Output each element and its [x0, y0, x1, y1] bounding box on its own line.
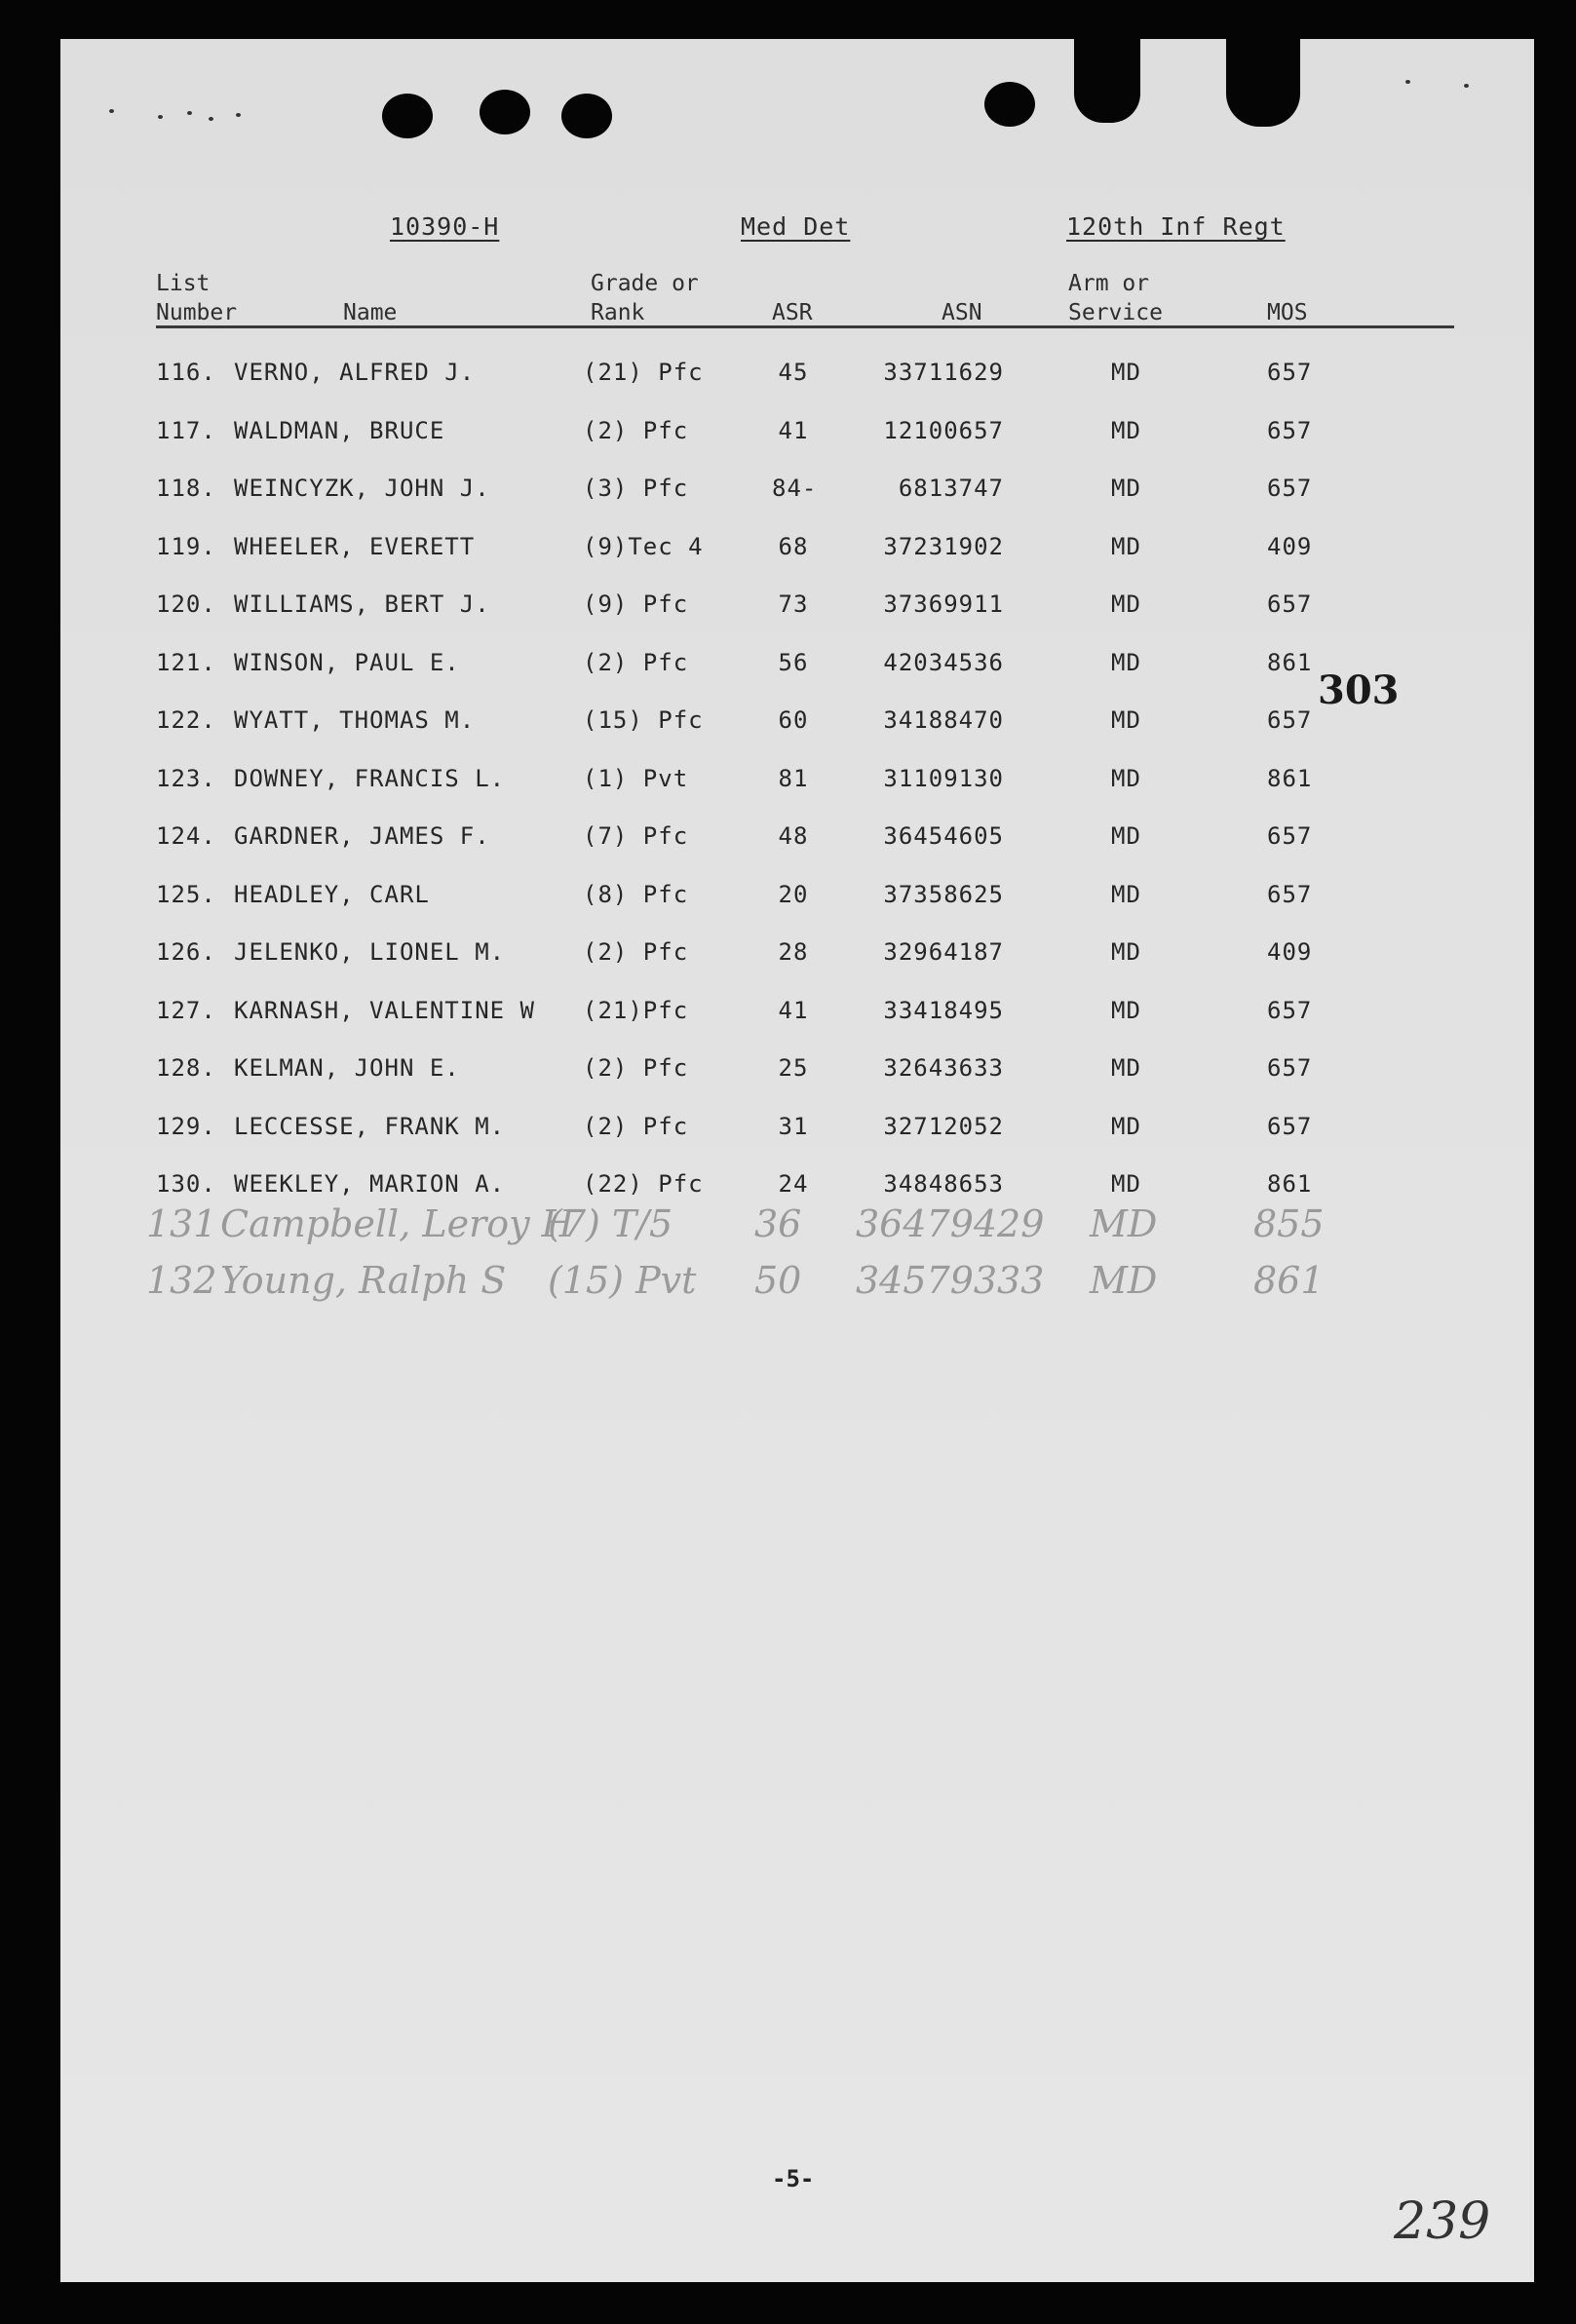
paper-speck	[187, 111, 192, 115]
row-number: 124.	[156, 822, 216, 850]
row-grade: (1) Pvt	[583, 764, 689, 792]
row-mos: 657	[1267, 475, 1313, 502]
row-asr: 68	[778, 532, 809, 560]
row-grade: (9)Tec 4	[583, 532, 704, 560]
row-name: WEINCYZK, JOHN J.	[234, 475, 490, 502]
row-asr: 20	[778, 880, 809, 908]
row-mos: 861	[1267, 764, 1313, 792]
row-asr: 24	[778, 1170, 809, 1198]
row-asr: 84-	[772, 475, 818, 502]
col-asn: ASN	[942, 300, 982, 325]
paper-speck	[236, 113, 241, 117]
row-mos: 657	[1267, 706, 1313, 734]
row-asn: 12100657	[883, 416, 1004, 444]
row-grade: (8) Pfc	[583, 880, 689, 908]
row-number: 121.	[156, 648, 216, 676]
row-asn: 37369911	[883, 591, 1004, 618]
handwritten-page-number: 239	[1394, 2192, 1491, 2251]
row-mos: 657	[1267, 996, 1313, 1024]
punch-hole	[382, 94, 433, 138]
row-name: WHEELER, EVERETT	[234, 532, 476, 560]
row-asn: 37231902	[883, 532, 1004, 560]
row-name: LECCESSE, FRANK M.	[234, 1112, 506, 1140]
binder-tab	[1226, 39, 1300, 127]
row-mos: 657	[1267, 880, 1313, 908]
row-asn: 34188470	[883, 706, 1004, 734]
row-grade: (2) Pfc	[583, 648, 689, 676]
row-asr: 60	[778, 706, 809, 734]
row-grade: (2) Pfc	[583, 1112, 689, 1140]
col-list-number: List Number	[156, 271, 238, 325]
row-arm: MD	[1111, 822, 1141, 850]
row-name: GARDNER, JAMES F.	[234, 822, 490, 850]
row-name: JELENKO, LIONEL M.	[234, 938, 506, 966]
hand-arm: MD	[1090, 1259, 1158, 1302]
row-number: 130.	[156, 1170, 216, 1198]
row-number: 129.	[156, 1112, 216, 1140]
row-asn: 32964187	[883, 938, 1004, 966]
row-asn: 33418495	[883, 996, 1004, 1024]
row-asr: 45	[778, 359, 809, 386]
document-code: 10390-H	[390, 212, 500, 241]
row-asn: 34848653	[883, 1170, 1004, 1198]
row-grade: (22) Pfc	[583, 1170, 704, 1198]
row-asr: 73	[778, 591, 809, 618]
hand-asr: 36	[754, 1202, 802, 1245]
row-mos: 409	[1267, 938, 1313, 966]
row-mos: 657	[1267, 359, 1313, 386]
binder-tab	[1074, 39, 1140, 123]
col-grade: Grade or Rank	[591, 271, 699, 325]
row-name: WEEKLEY, MARION A.	[234, 1170, 506, 1198]
row-asr: 41	[778, 416, 809, 444]
hand-asr: 50	[754, 1259, 802, 1302]
hand-number: 131	[146, 1202, 217, 1245]
col-asr: ASR	[772, 300, 813, 325]
row-asr: 48	[778, 822, 809, 850]
row-number: 125.	[156, 880, 216, 908]
hand-arm: MD	[1090, 1202, 1158, 1245]
punch-hole	[561, 94, 612, 138]
row-grade: (3) Pfc	[583, 475, 689, 502]
row-name: DOWNEY, FRANCIS L.	[234, 764, 506, 792]
row-asr: 81	[778, 764, 809, 792]
paper-speck	[1405, 80, 1410, 84]
punch-hole	[984, 82, 1035, 127]
regiment-name: 120th Inf Regt	[1066, 212, 1286, 241]
row-grade: (2) Pfc	[583, 416, 689, 444]
row-arm: MD	[1111, 996, 1141, 1024]
row-asn: 37358625	[883, 880, 1004, 908]
row-mos: 409	[1267, 532, 1313, 560]
row-number: 123.	[156, 764, 216, 792]
row-number: 117.	[156, 416, 216, 444]
row-arm: MD	[1111, 706, 1141, 734]
row-grade: (9) Pfc	[583, 591, 689, 618]
paper-speck	[158, 115, 163, 119]
row-arm: MD	[1111, 416, 1141, 444]
row-name: VERNO, ALFRED J.	[234, 359, 476, 386]
row-asn: 32643633	[883, 1054, 1004, 1082]
row-mos: 657	[1267, 1054, 1313, 1082]
row-arm: MD	[1111, 475, 1141, 502]
stamp-number: 303	[1318, 667, 1400, 713]
row-name: WALDMAN, BRUCE	[234, 416, 445, 444]
row-number: 118.	[156, 475, 216, 502]
paper-speck	[109, 109, 114, 113]
row-asn: 31109130	[883, 764, 1004, 792]
row-arm: MD	[1111, 1170, 1141, 1198]
row-arm: MD	[1111, 764, 1141, 792]
row-asr: 28	[778, 938, 809, 966]
row-name: WYATT, THOMAS M.	[234, 706, 476, 734]
row-grade: (2) Pfc	[583, 1054, 689, 1082]
row-name: KELMAN, JOHN E.	[234, 1054, 460, 1082]
row-asn: 36454605	[883, 822, 1004, 850]
row-asn: 32712052	[883, 1112, 1004, 1140]
row-mos: 657	[1267, 591, 1313, 618]
document-page	[60, 39, 1534, 2282]
row-name: WILLIAMS, BERT J.	[234, 591, 490, 618]
row-name: KARNASH, VALENTINE W	[234, 996, 535, 1024]
hand-mos: 855	[1253, 1202, 1325, 1245]
row-number: 120.	[156, 591, 216, 618]
punch-hole	[480, 90, 530, 134]
row-grade: (2) Pfc	[583, 938, 689, 966]
hand-asn: 34579333	[856, 1259, 1045, 1302]
row-arm: MD	[1111, 359, 1141, 386]
hand-number: 132	[146, 1259, 217, 1302]
row-asr: 25	[778, 1054, 809, 1082]
row-arm: MD	[1111, 1054, 1141, 1082]
col-arm: Arm or Service	[1068, 271, 1163, 325]
row-name: WINSON, PAUL E.	[234, 648, 460, 676]
row-number: 122.	[156, 706, 216, 734]
row-asr: 56	[778, 648, 809, 676]
row-number: 127.	[156, 996, 216, 1024]
hand-grade: (15) Pvt	[548, 1259, 697, 1302]
row-name: HEADLEY, CARL	[234, 880, 430, 908]
row-mos: 861	[1267, 1170, 1313, 1198]
row-grade: (7) Pfc	[583, 822, 689, 850]
row-arm: MD	[1111, 938, 1141, 966]
header-rule	[156, 325, 1454, 328]
page-number: -5-	[772, 2165, 815, 2192]
row-number: 116.	[156, 359, 216, 386]
paper-speck	[1464, 84, 1469, 88]
hand-mos: 861	[1253, 1259, 1325, 1302]
hand-name: Campbell, Leroy H	[220, 1202, 574, 1245]
col-name: Name	[343, 300, 398, 325]
row-arm: MD	[1111, 880, 1141, 908]
row-number: 119.	[156, 532, 216, 560]
row-number: 128.	[156, 1054, 216, 1082]
row-asr: 31	[778, 1112, 809, 1140]
unit-name: Med Det	[741, 212, 851, 241]
row-arm: MD	[1111, 1112, 1141, 1140]
hand-asn: 36479429	[856, 1202, 1045, 1245]
row-mos: 861	[1267, 648, 1313, 676]
col-mos: MOS	[1267, 300, 1308, 325]
row-grade: (15) Pfc	[583, 706, 704, 734]
row-asr: 41	[778, 996, 809, 1024]
row-arm: MD	[1111, 532, 1141, 560]
row-asn: 33711629	[883, 359, 1004, 386]
paper-speck	[209, 117, 213, 121]
row-asn: 42034536	[883, 648, 1004, 676]
row-mos: 657	[1267, 822, 1313, 850]
row-number: 126.	[156, 938, 216, 966]
row-mos: 657	[1267, 1112, 1313, 1140]
row-arm: MD	[1111, 648, 1141, 676]
row-grade: (21) Pfc	[583, 359, 704, 386]
row-mos: 657	[1267, 416, 1313, 444]
row-arm: MD	[1111, 591, 1141, 618]
row-grade: (21)Pfc	[583, 996, 689, 1024]
hand-name: Young, Ralph S	[220, 1259, 507, 1302]
hand-grade: (7) T/5	[548, 1202, 673, 1245]
row-asn: 6813747	[898, 475, 1004, 502]
